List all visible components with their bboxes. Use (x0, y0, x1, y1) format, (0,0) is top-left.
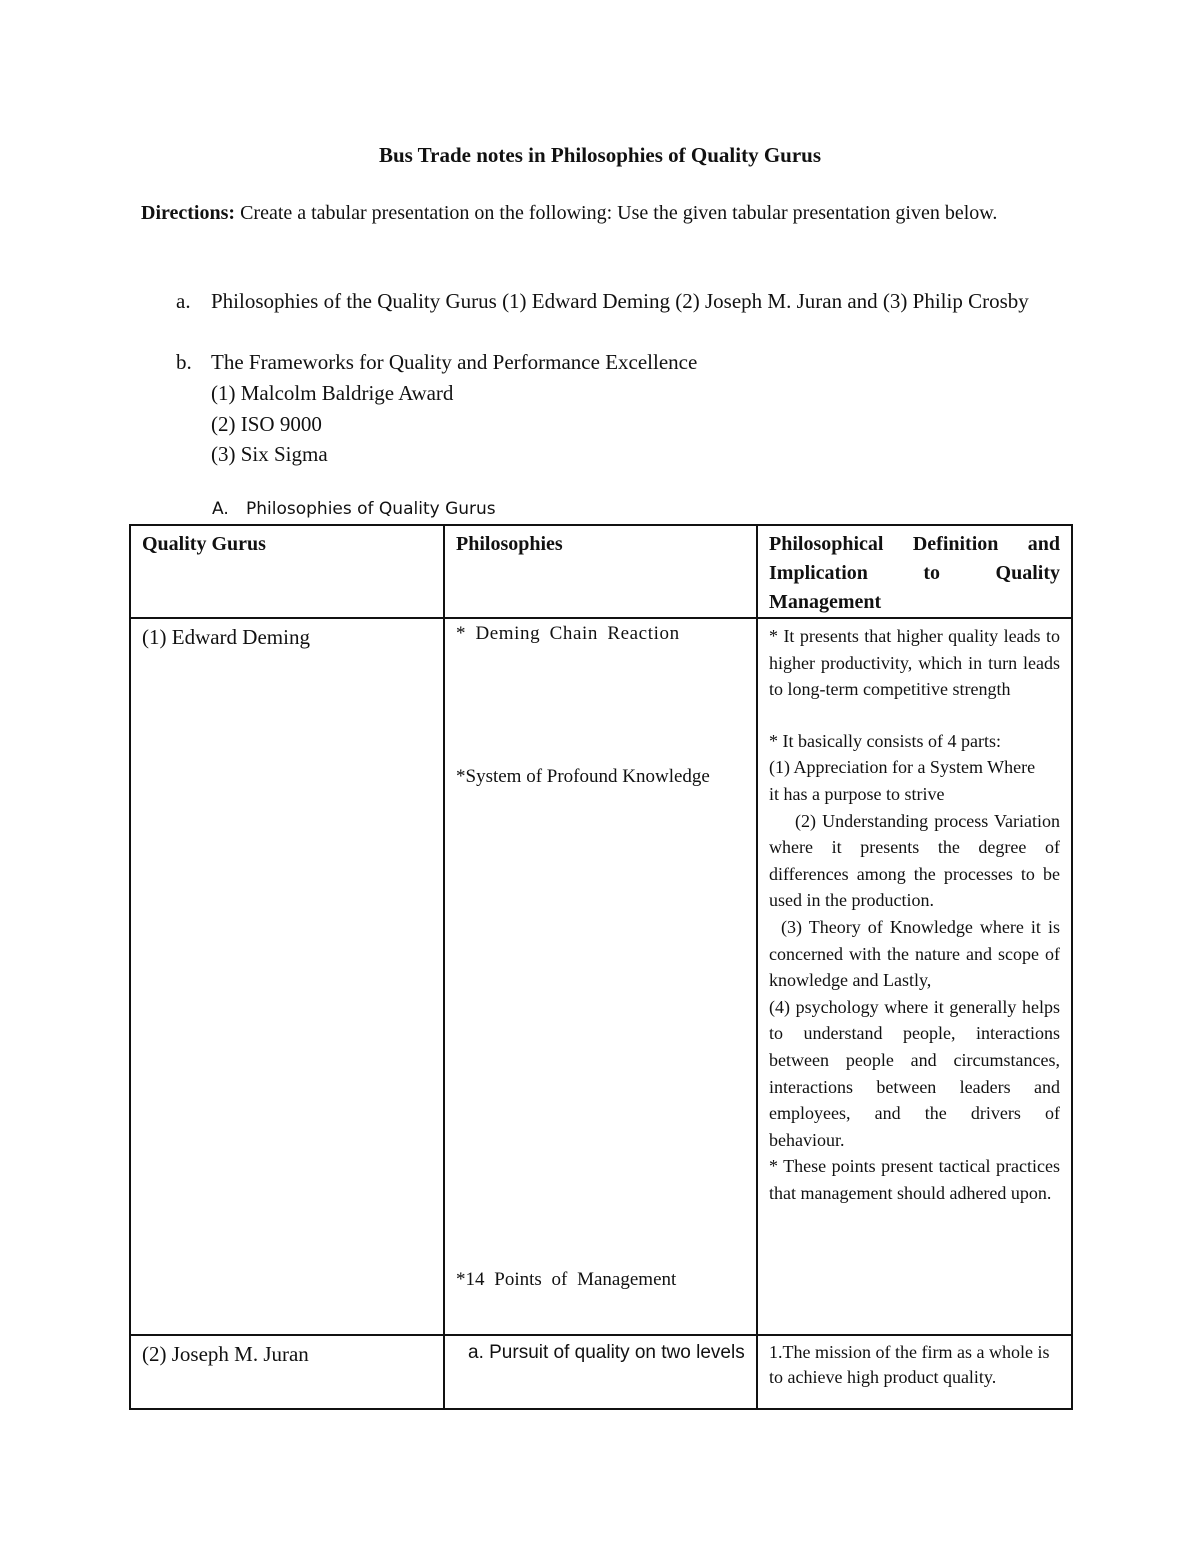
section-letter: A. (212, 499, 229, 519)
directions-label: Directions: (141, 202, 236, 224)
definition-text: 1.The mission of the firm as a whole is to achieve high product quality. (769, 1342, 1050, 1387)
framework-item: (2) ISO 9000 (211, 412, 322, 436)
header-cell (444, 525, 757, 618)
philosophies-cell (444, 1335, 757, 1409)
list-marker: a. (176, 289, 191, 313)
list-marker: b. (176, 350, 192, 374)
header-cell (757, 525, 1072, 618)
list-item-text: The Frameworks for Quality and Performance Excellence (211, 350, 698, 374)
table-row (130, 1335, 1072, 1409)
framework-item: (1) Malcolm Baldrige Award (211, 381, 454, 405)
list-item-text: Philosophies of the Quality Gurus (1) Edward Deming (2) Joseph M. Juran and (3) Philip Crosby (211, 289, 1029, 313)
directions-text: Create a tabular presentation on the following: Use the given tabular presentation given below. (235, 202, 998, 224)
philosophies-cell (444, 618, 757, 1335)
section-heading (212, 499, 496, 519)
philosophy-item: * Deming Chain Reaction (456, 623, 680, 644)
document-title: Bus Trade notes in Philosophies of Quality Gurus (378, 143, 822, 167)
philosophy-item: *14 Points of Management (456, 1269, 677, 1290)
table-header-row (130, 525, 1072, 618)
philosophy-item: *System of Profound Knowledge (456, 766, 710, 787)
gurus-table (129, 524, 1073, 1410)
definition-text: * It basically consists of 4 parts: (769, 730, 1001, 751)
definition-text: (1) Appreciation for a System Where it has a purpose to strive (769, 757, 1036, 804)
guru-name: (1) Edward Deming (142, 625, 310, 649)
philosophy-item: a. Pursuit of quality on two levels (468, 1342, 745, 1363)
definition-cell (757, 1335, 1072, 1409)
framework-item: (3) Six Sigma (211, 442, 328, 466)
definition-cell (757, 618, 1072, 1335)
definition-text: (4) psychology where it generally helps to understand people, interactions between people and circumstances, interactions between leaders and employees, and the drivers of behaviour. (769, 996, 1060, 1150)
definition-text: (3) Theory of Knowledge where it is concerned with the nature and scope of knowledge and Lastly, (769, 916, 1060, 991)
directions-paragraph (141, 199, 1056, 228)
definition-text: * It presents that higher quality leads to higher productivity, which in turn leads to long-term competitive strength (769, 626, 1060, 700)
guru-cell (130, 618, 444, 1335)
guru-name: (2) Joseph M. Juran (142, 1342, 309, 1366)
header-cell (130, 525, 444, 618)
definition-text: * These points present tactical practices that management should adhered upon. (769, 1156, 1060, 1203)
header-quality-gurus: Quality Gurus (142, 533, 266, 555)
table-row (130, 618, 1072, 1335)
section-title: Philosophies of Quality Gurus (246, 499, 496, 519)
guru-cell (130, 1335, 444, 1409)
header-philosophies: Philosophies (456, 533, 563, 555)
header-definition: Philosophical Definition and Implication to Quality Management (769, 533, 1060, 613)
definition-text: (2) Understanding process Variation where it presents the degree of differences among the processes to be used in the production. (769, 810, 1060, 911)
